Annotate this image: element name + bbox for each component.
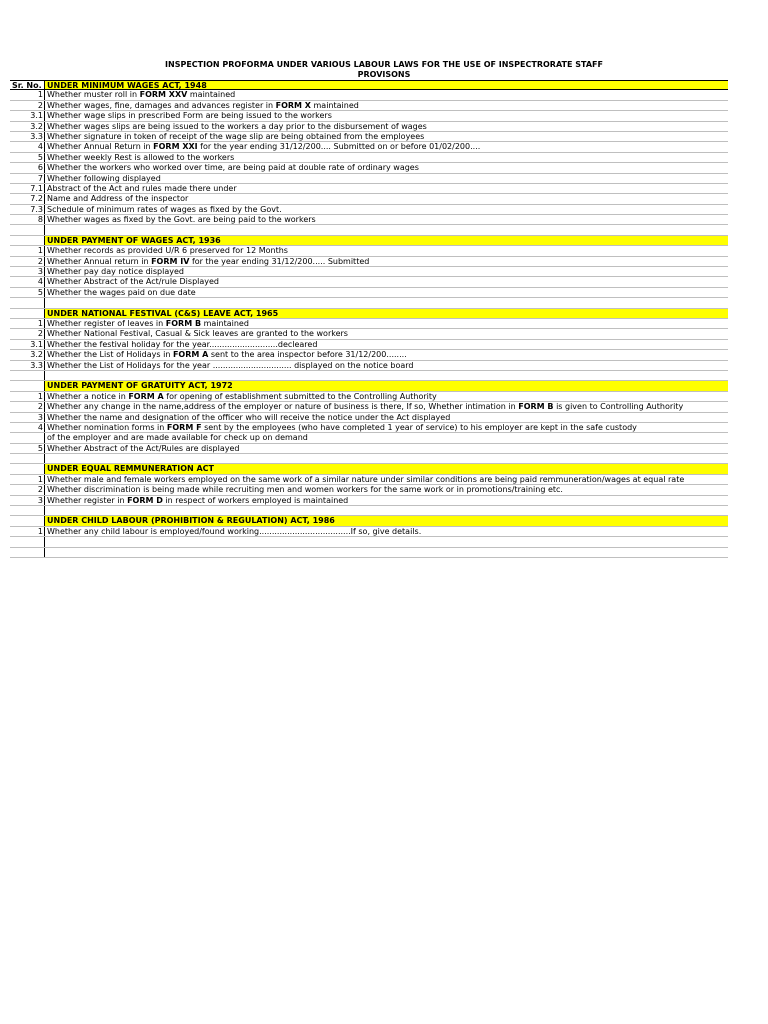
table-row [10,537,728,547]
table-row [10,371,728,381]
sr-no-cell: 3 [10,496,45,505]
provision-cell [45,423,728,432]
table-row [10,257,728,267]
table-row [10,329,728,339]
sr-no-cell: 5 [10,153,45,162]
provision-cell [45,288,728,297]
provision-text-tail: in respect of workers employed is maintained [162,495,349,505]
provision-text: Whether records as provided U/R 6 preserved for 12 Months [47,246,288,256]
provision-text: Whether any change in the name,address of the employer or nature of business is there, If so, Whether intimation in [47,402,519,412]
table-row [10,122,728,132]
sr-no-cell: 4 [10,277,45,286]
table-row [10,527,728,537]
title-line-1: INSPECTION PROFORMA UNDER VARIOUS LABOUR LAWS FOR THE USE OF INSPECTRORATE STAFF [165,60,603,69]
form-name: FORM B [518,402,554,412]
table-row [10,298,728,308]
table-row [10,506,728,516]
provision-text-tail: sent to the area inspector before 31/12/200........ [208,350,407,360]
provision-text: Schedule of minimum rates of wages as fixed by the Govt. [47,204,282,214]
provision-cell [45,215,728,224]
table-row [10,111,728,121]
sr-no-cell: 7.1 [10,184,45,193]
table-row [10,215,728,225]
form-name: FORM A [172,350,209,360]
provision-text: Whether the wages paid on due date [47,287,196,297]
sr-no-cell [10,225,45,234]
sr-no-cell: 1 [10,246,45,255]
sr-no-cell [10,309,45,318]
provision-cell [45,350,728,359]
provision-text: Whether any child labour is employed/found working....................................If so, give details. [47,526,422,536]
sr-no-cell [10,371,45,380]
provision-cell [45,392,728,401]
table-row [10,402,728,412]
table-row [10,423,728,433]
sr-no-cell [10,236,45,245]
provision-text: Whether register in [47,495,128,505]
sr-no-cell: 1 [10,475,45,484]
provision-text: of the employer and are made available for check up on demand [47,433,308,443]
section-row [10,381,728,391]
provision-text-tail: maintained [187,90,236,100]
provision-text: Whether nomination forms in [47,422,167,432]
provision-text: Whether discrimination is being made while recruiting men and women workers for the same work or in promotions/training etc. [47,485,563,495]
provision-text: Whether register of leaves in [47,318,166,328]
table-row [10,548,728,558]
table-row [10,340,728,350]
section-row [10,236,728,246]
form-name: FORM XXI [153,142,198,152]
form-name: FORM IV [151,256,190,266]
sr-no-cell: 7.3 [10,205,45,214]
sr-no-cell [10,433,45,442]
sr-no-cell [10,506,45,515]
provision-cell [45,194,728,203]
table-header-row [10,80,728,90]
provision-text: Whether Abstract of the Act/Rules are displayed [47,443,240,453]
form-name: FORM A [128,391,164,401]
table-row [10,485,728,495]
provision-cell [45,142,728,151]
section-heading: UNDER PAYMENT OF GRATUITY ACT, 1972 [45,381,728,390]
provision-text-tail: maintained [201,318,249,328]
sr-no-cell: 3 [10,413,45,422]
section-row [10,309,728,319]
provision-cell [45,225,728,234]
sr-no-cell: 3.2 [10,350,45,359]
provision-cell [45,184,728,193]
table-row [10,444,728,454]
provision-text: Whether following displayed [47,173,161,183]
sr-no-cell: 8 [10,215,45,224]
provision-cell [45,413,728,422]
provision-cell [45,371,728,380]
provision-cell [45,132,728,141]
table-row [10,288,728,298]
table-row [10,267,728,277]
provision-cell [45,329,728,338]
provision-text: Whether wages slips are being issued to the workers a day prior to the disbursement of wages [47,121,427,131]
provision-text: Whether Abstract of the Act/rule Displayed [47,277,220,287]
sr-no-cell: 4 [10,142,45,151]
provision-cell [45,340,728,349]
provision-text-tail: is given to Controlling Authority [553,402,684,412]
section-heading: UNDER NATIONAL FESTIVAL (C&S) LEAVE ACT, 1965 [45,309,728,318]
form-name: FORM XXV [139,90,188,100]
sr-no-cell: 1 [10,319,45,328]
provision-text: Whether Annual Return in [47,142,154,152]
provision-cell [45,267,728,276]
sr-no-cell [10,298,45,307]
provision-text: Whether weekly Rest is allowed to the workers [47,152,235,162]
table-body [10,90,728,558]
table-row [10,194,728,204]
provision-cell [45,246,728,255]
provision-text: Whether male and female workers employed on the same work of a similar nature under similar conditions are being paid remmuneration/wages at equal rate [47,474,685,484]
provision-text: Whether the name and designation of the officer who will receive the notice under the Act displayed [47,412,451,422]
table-row [10,319,728,329]
provision-text: Whether wages, fine, damages and advances register in [47,100,276,110]
provision-text: Whether wages as fixed by the Govt. are being paid to the workers [47,215,316,225]
provision-text: Whether Annual return in [47,256,152,266]
provision-cell [45,111,728,120]
table-row [10,225,728,235]
sr-no-cell: 1 [10,90,45,99]
table-row [10,413,728,423]
provision-text: Whether the festival holiday for the year...........................decleared [47,339,318,349]
form-name: FORM X [275,100,311,110]
table-row [10,101,728,111]
provision-text: Whether a notice in [47,391,129,401]
provision-cell [45,402,728,411]
table-row [10,454,728,464]
table-row [10,246,728,256]
sr-no-cell: 2 [10,402,45,411]
provision-cell [45,174,728,183]
sr-no-cell: 1 [10,392,45,401]
section-heading: UNDER EQUAL REMMUNERATION ACT [45,464,728,473]
provision-cell [45,90,728,99]
sr-no-cell: 1 [10,527,45,536]
provision-cell [45,454,728,463]
sr-no-cell: 4 [10,423,45,432]
provision-text-tail: for the year ending 31/12/200.... Submitted on or before 01/02/200.... [197,142,481,152]
provision-cell [45,257,728,266]
provision-cell [45,506,728,515]
inspection-table [10,80,728,558]
sr-no-cell [10,548,45,557]
provision-text-tail: sent by the employees (who have completed 1 year of service) to his employer are kept in the safe custody [201,422,637,432]
sr-no-cell: 5 [10,288,45,297]
provision-text: Whether the List of Holidays for the year ............................... displayed on the notice board [47,360,414,370]
provision-text: Whether signature in token of receipt of the wage slip are being obtained from the employees [47,131,425,141]
table-row [10,350,728,360]
provision-cell [45,496,728,505]
table-row [10,90,728,100]
provision-text: Whether wage slips in prescribed Form are being issued to the workers [47,111,332,121]
form-name: FORM D [127,495,163,505]
provision-cell [45,361,728,370]
provision-cell [45,444,728,453]
provision-text-tail: maintained [310,100,359,110]
sr-no-cell [10,381,45,390]
table-row [10,153,728,163]
sr-no-cell: 2 [10,257,45,266]
table-row [10,142,728,152]
provision-text: Whether the workers who worked over time, are being paid at double rate of ordinary wages [47,163,419,173]
table-row [10,163,728,173]
provision-text: Whether pay day notice displayed [47,267,184,277]
sr-no-cell: 7.2 [10,194,45,203]
sr-no-cell: 6 [10,163,45,172]
provision-cell [45,527,728,536]
provision-text-tail: for the year ending 31/12/200..... Submitted [189,256,370,266]
sr-no-cell: 2 [10,329,45,338]
section-heading: UNDER CHILD LABOUR (PROHIBITION & REGULATION) ACT, 1986 [45,516,728,525]
sr-no-cell: 2 [10,485,45,494]
sr-no-cell: 3.3 [10,132,45,141]
section-heading: UNDER MINIMUM WAGES ACT, 1948 [45,81,728,89]
sr-no-cell [10,516,45,525]
sr-no-cell [10,464,45,473]
table-row [10,277,728,287]
sr-no-cell: 5 [10,444,45,453]
provision-cell [45,298,728,307]
section-row [10,516,728,526]
provision-cell [45,537,728,546]
sr-no-cell: 3.3 [10,361,45,370]
sr-no-cell: 3 [10,267,45,276]
sr-no-cell: 3.1 [10,340,45,349]
provision-text: Name and Address of the inspector [47,194,189,204]
form-name: FORM F [166,422,202,432]
provision-text: Whether National Festival, Casual & Sick leaves are granted to the workers [47,329,348,339]
table-row [10,184,728,194]
sr-no-cell: 2 [10,101,45,110]
provision-text-tail: for opening of establishment submitted to the Controlling Authority [163,391,437,401]
table-row [10,475,728,485]
table-row [10,205,728,215]
sr-no-cell [10,454,45,463]
provision-cell [45,101,728,110]
provision-cell [45,485,728,494]
section-row [10,464,728,474]
sr-no-cell: 3.2 [10,122,45,131]
provision-cell [45,433,728,442]
table-row [10,392,728,402]
table-row [10,433,728,443]
sr-no-cell: 7 [10,174,45,183]
sr-no-cell [10,537,45,546]
provision-cell [45,122,728,131]
title-line-2: PROVISONS [357,70,411,79]
sr-no-header: Sr. No. [10,81,45,89]
provision-cell [45,153,728,162]
provision-text: Whether the List of Holidays in [47,350,173,360]
provision-cell [45,163,728,172]
provision-cell [45,319,728,328]
provision-cell [45,277,728,286]
provision-cell [45,205,728,214]
provision-text: Abstract of the Act and rules made there under [47,183,237,193]
table-row [10,132,728,142]
table-row [10,496,728,506]
section-heading: UNDER PAYMENT OF WAGES ACT, 1936 [45,236,728,245]
provision-cell [45,475,728,484]
form-name: FORM B [165,318,202,328]
table-row [10,174,728,184]
provision-text: Whether muster roll in [47,90,140,100]
sr-no-cell: 3.1 [10,111,45,120]
table-row [10,361,728,371]
provision-cell [45,548,728,557]
